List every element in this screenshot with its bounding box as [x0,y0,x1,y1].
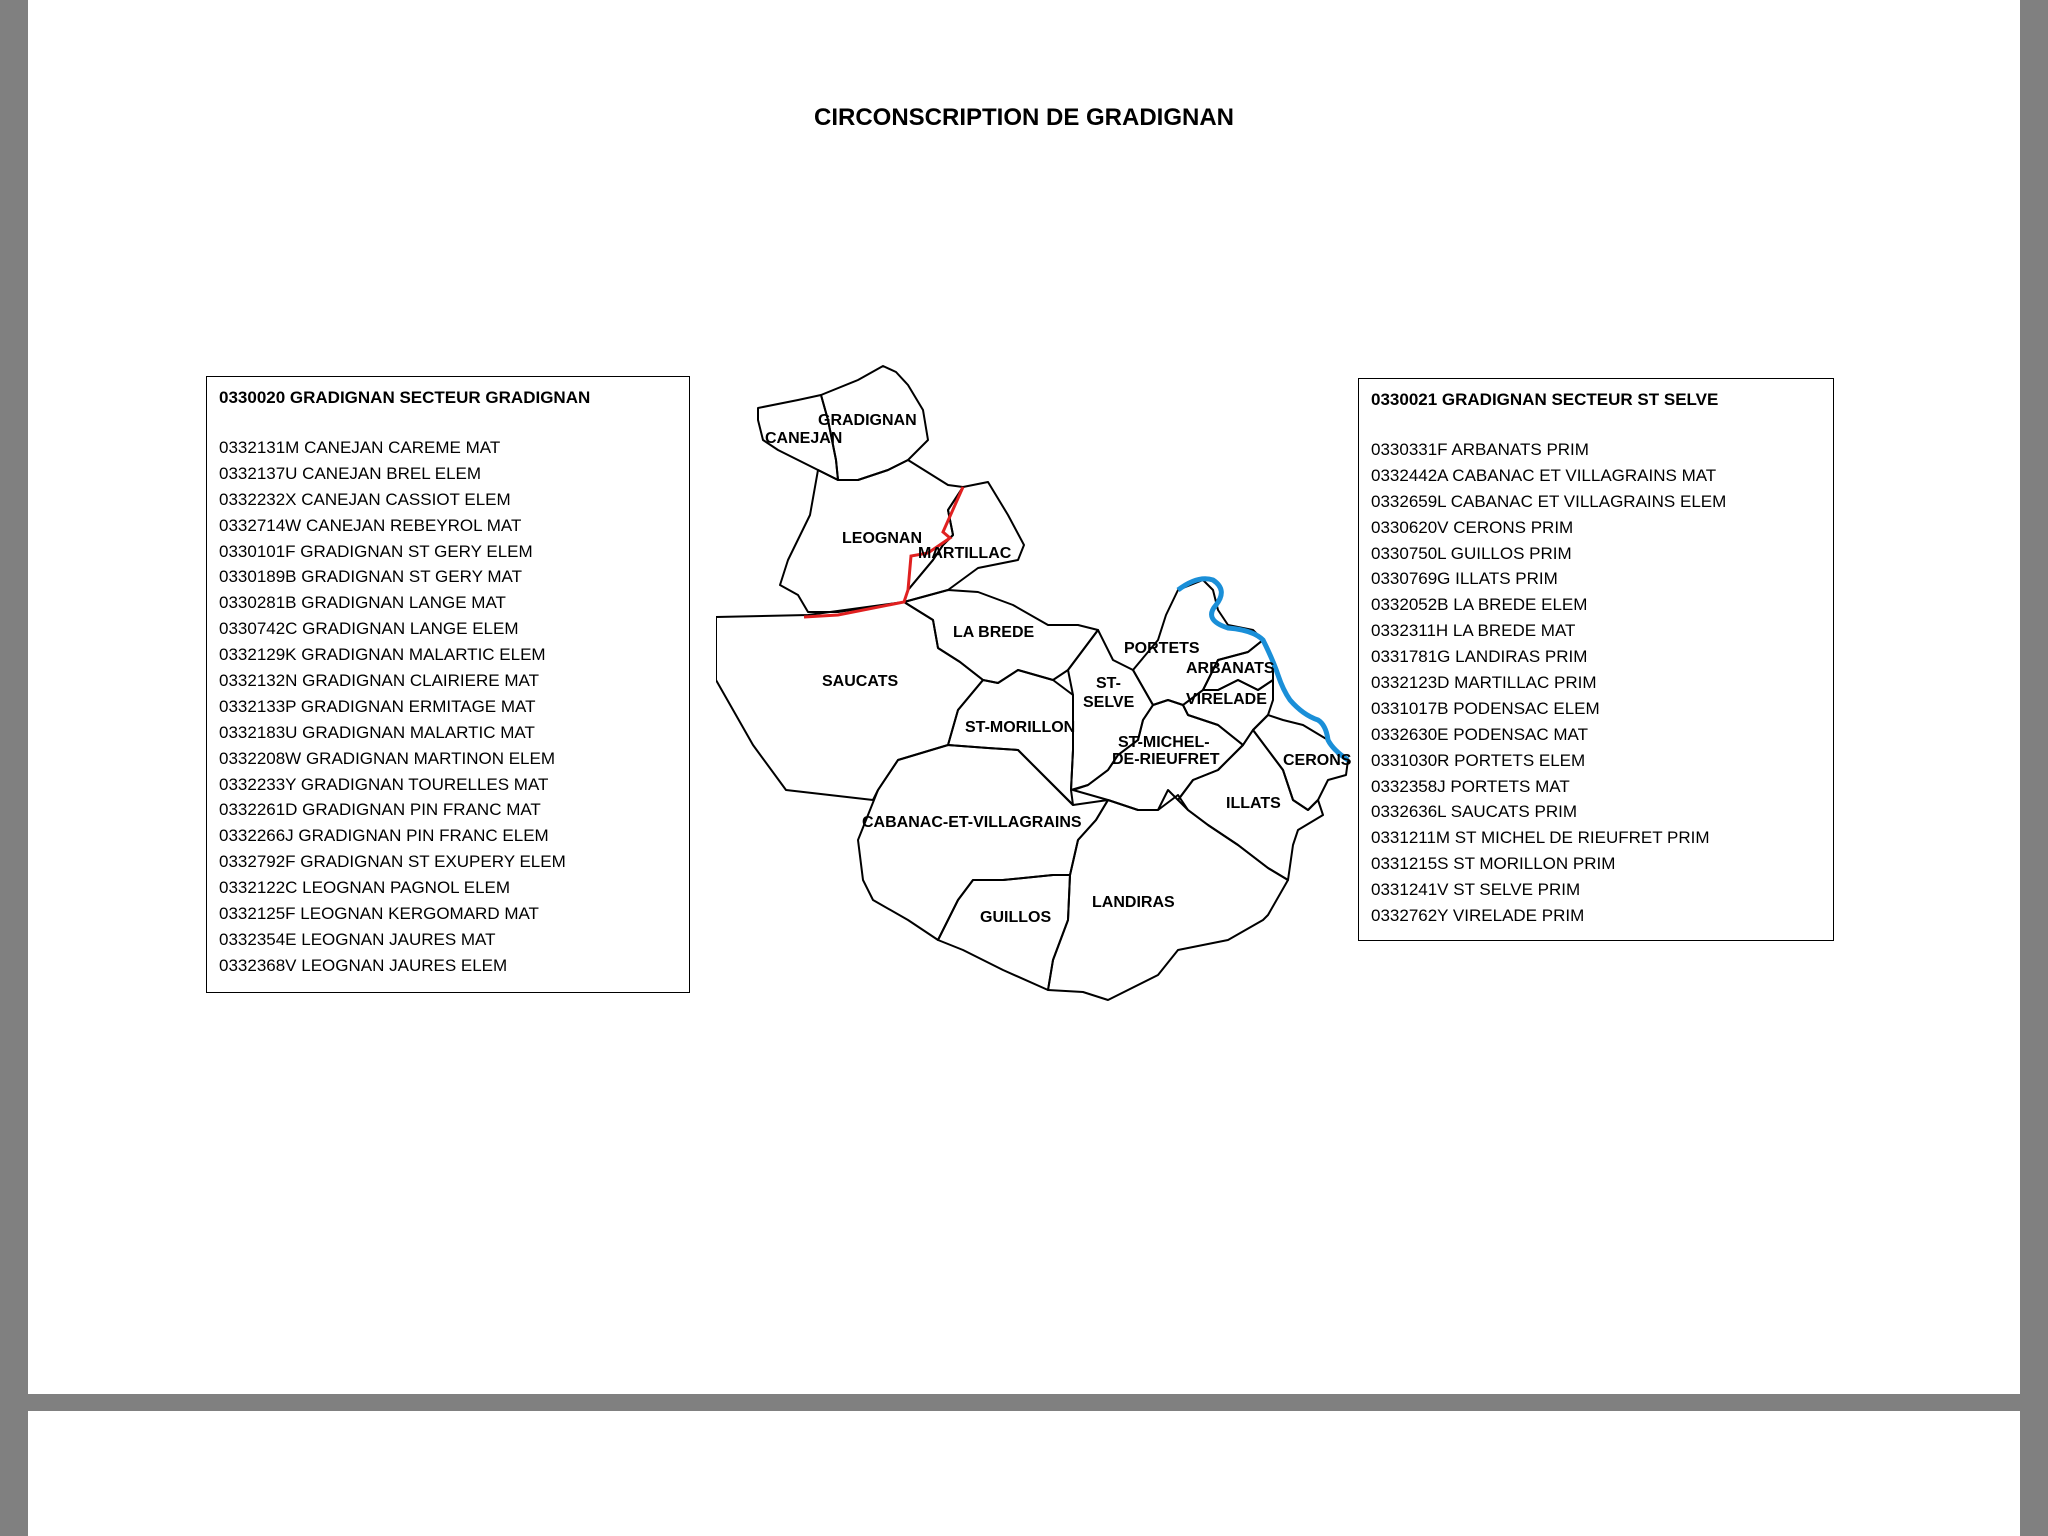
commune-st-morillon [948,670,1076,805]
school-list-item: 0332208W GRADIGNAN MARTINON ELEM [219,748,555,768]
label-martillac: MARTILLAC [918,545,1012,562]
school-list-item: 0331241V ST SELVE PRIM [1371,880,1581,900]
school-list-item: 0332125F LEOGNAN KERGOMARD MAT [219,904,539,924]
school-list-item: 0330750L GUILLOS PRIM [1371,543,1572,563]
label-canejan: CANEJAN [765,430,843,447]
commune-labels [765,412,1352,926]
commune-saucats [716,602,983,800]
label-guillos: GUILLOS [980,909,1052,926]
school-list-item: 0332714W CANEJAN REBEYROL MAT [219,515,522,535]
school-list-item: 0332442A CABANAC ET VILLAGRAINS MAT [1371,465,1717,485]
label-st-michel-line2: DE-RIEUFRET [1112,751,1220,768]
page-title: CIRCONSCRIPTION DE GRADIGNAN [813,104,1234,131]
school-list-item: 0332630E PODENSAC MAT [1371,724,1588,744]
school-list-item: 0332636L SAUCATS PRIM [1371,802,1577,822]
label-cerons: CERONS [1283,752,1352,769]
school-list-item: 0332052B LA BREDE ELEM [1371,595,1588,615]
school-list-item: 0330331F ARBANATS PRIM [1371,440,1589,459]
school-list-item: 0330189B GRADIGNAN ST GERY MAT [219,567,522,587]
label-virelade: VIRELADE [1186,691,1267,708]
next-page [28,1411,2020,1536]
school-list-item: 0332132N GRADIGNAN CLAIRIERE MAT [219,671,539,691]
sector-st-selve-title: 0330021 GRADIGNAN SECTEUR ST SELVE [1371,390,1719,409]
school-list-item: 0332261D GRADIGNAN PIN FRANC MAT [219,800,541,820]
label-la-brede: LA BREDE [953,624,1035,641]
school-list-item: 0332659L CABANAC ET VILLAGRAINS ELEM [1371,491,1727,511]
label-st-michel-line1: ST-MICHEL- [1118,734,1210,751]
commune-borders [716,366,1348,1000]
school-list-item: 0332311H LA BREDE MAT [1371,621,1576,641]
school-list-item: 0330742C GRADIGNAN LANGE ELEM [219,619,519,639]
school-list-item: 0332183U GRADIGNAN MALARTIC MAT [219,722,535,742]
sector-gradignan-school-list [219,435,677,979]
school-list-item: 0330620V CERONS PRIM [1371,517,1574,537]
label-portets: PORTETS [1124,640,1200,657]
label-landiras: LANDIRAS [1092,894,1175,911]
school-list-item: 0332354E LEOGNAN JAURES MAT [219,929,496,949]
school-list-item: 0330281B GRADIGNAN LANGE MAT [219,593,506,613]
school-list-item: 0331030R PORTETS ELEM [1371,750,1586,770]
sector-gradignan-title: 0330020 GRADIGNAN SECTEUR GRADIGNAN [219,388,591,407]
label-st-selve-line2: SELVE [1083,694,1135,711]
label-saucats: SAUCATS [822,673,899,690]
school-list-item: 0331211M ST MICHEL DE RIEUFRET PRIM [1371,828,1710,848]
school-list-item: 0332358J PORTETS MAT [1371,776,1570,796]
label-illats: ILLATS [1226,795,1281,812]
school-list-item: 0332232X CANEJAN CASSIOT ELEM [219,489,511,509]
school-list-item: 0330769G ILLATS PRIM [1371,569,1558,589]
school-list-item: 0332266J GRADIGNAN PIN FRANC ELEM [219,826,549,846]
school-list-item: 0330101F GRADIGNAN ST GERY ELEM [219,541,533,561]
school-list-item: 0332122C LEOGNAN PAGNOL ELEM [219,878,511,898]
school-list-item: 0332123D MARTILLAC PRIM [1371,673,1597,693]
label-st-selve-line1: ST- [1096,675,1121,692]
school-list-item: 0332133P GRADIGNAN ERMITAGE MAT [219,696,536,716]
label-st-morillon: ST-MORILLON [965,719,1076,736]
school-list-item: 0332792F GRADIGNAN ST EXUPERY ELEM [219,852,566,872]
label-arbanats: ARBANATS [1186,660,1275,677]
commune-martillac [904,482,1024,602]
sector-st-selve-box [1358,378,1834,941]
school-list-item: 0332137U CANEJAN BREL ELEM [219,463,482,483]
label-leognan: LEOGNAN [842,530,922,547]
school-list-item: 0331781G LANDIRAS PRIM [1371,647,1588,667]
school-list-item: 0332233Y GRADIGNAN TOURELLES MAT [219,774,549,794]
sector-st-selve-school-list [1371,437,1821,929]
school-list-item: 0332762Y VIRELADE PRIM [1371,906,1585,926]
school-list-item: 0331017B PODENSAC ELEM [1371,698,1600,718]
school-list-item: 0332131M CANEJAN CAREME MAT [219,438,501,457]
label-gradignan: GRADIGNAN [818,412,917,429]
sector-gradignan-box [206,376,690,993]
label-cabanac: CABANAC-ET-VILLAGRAINS [862,814,1082,831]
school-list-item: 0332368V LEOGNAN JAURES ELEM [219,955,508,975]
document-page [28,0,2020,1394]
commune-map [716,356,1366,1006]
school-list-item: 0331215S ST MORILLON PRIM [1371,854,1616,874]
school-list-item: 0332129K GRADIGNAN MALARTIC ELEM [219,645,546,665]
